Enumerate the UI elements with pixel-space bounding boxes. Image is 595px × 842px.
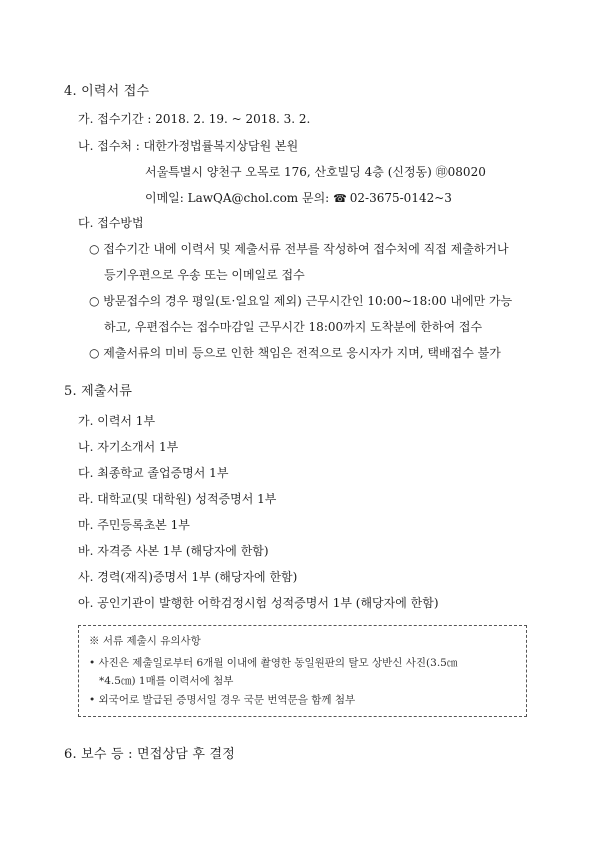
address: 서울특별시 양천구 오목로 176, 산호빌딩 4층 (신정동) ㊞08020 — [145, 165, 486, 179]
notes-photo-line-1: • 사진은 제출일로부터 6개월 이내에 촬영한 동일원판의 탈모 상반신 사진(3.5㎝ — [89, 657, 458, 669]
document-item: 아. 공인기관이 발행한 어학검정시험 성적증명서 1부 (해당자에 한함) — [78, 596, 439, 610]
method-bullet-2-line-2: 하고, 우편접수는 접수마감일 근무시간 18:00까지 도착분에 한하여 접수 — [104, 320, 483, 334]
section-5-title: 5. 제출서류 — [64, 384, 133, 399]
document-item: 나. 자기소개서 1부 — [78, 440, 179, 454]
method-bullet-2-line-1: ○ 방문접수의 경우 평일(토·일요일 제외) 근무시간인 10:00~18:00 내에만 가능 — [89, 294, 513, 308]
notes-title: ※ 서류 제출시 유의사항 — [89, 635, 201, 647]
method-bullet-1-line-1: ○ 접수기간 내에 이력서 및 제출서류 전부를 작성하여 접수처에 직접 제출하거나 — [89, 242, 509, 256]
document-item: 라. 대학교(및 대학원) 성적증명서 1부 — [78, 492, 277, 506]
application-period: 가. 접수기간 : 2018. 2. 19. ~ 2018. 3. 2. — [78, 112, 311, 126]
phone-icon: ☎ — [333, 192, 347, 205]
method-bullet-3-line-1: ○ 제출서류의 미비 등으로 인한 책임은 전적으로 응시자가 지며, 택배접수 불가 — [89, 346, 501, 360]
method-title: 다. 접수방법 — [78, 216, 144, 230]
document-item: 사. 경력(재직)증명서 1부 (해당자에 한함) — [78, 570, 298, 584]
document-item: 바. 자격증 사본 1부 (해당자에 한함) — [78, 544, 269, 558]
notes-photo-line-2: *4.5㎝) 1매를 이력서에 첨부 — [99, 675, 234, 687]
section-6-title: 6. 보수 등 : 면접상담 후 결정 — [64, 747, 235, 762]
submission-notes-box — [78, 625, 527, 717]
document-item: 마. 주민등록초본 1부 — [78, 518, 190, 532]
method-bullet-1-line-2: 등기우편으로 우송 또는 이메일로 접수 — [104, 268, 305, 282]
application-place: 나. 접수처 : 대한가정법률복지상담원 본원 — [78, 139, 299, 153]
notes-translation: • 외국어로 발급된 증명서일 경우 국문 번역문을 함께 첨부 — [89, 694, 356, 706]
section-4-title: 4. 이력서 접수 — [64, 84, 150, 99]
phone-number: 02-3675-0142~3 — [349, 191, 452, 205]
contact-line — [145, 190, 452, 207]
email-label: 이메일: LawQA@chol.com 문의: — [145, 191, 330, 205]
document-item: 가. 이력서 1부 — [78, 414, 156, 428]
document-item: 다. 최종학교 졸업증명서 1부 — [78, 466, 229, 480]
